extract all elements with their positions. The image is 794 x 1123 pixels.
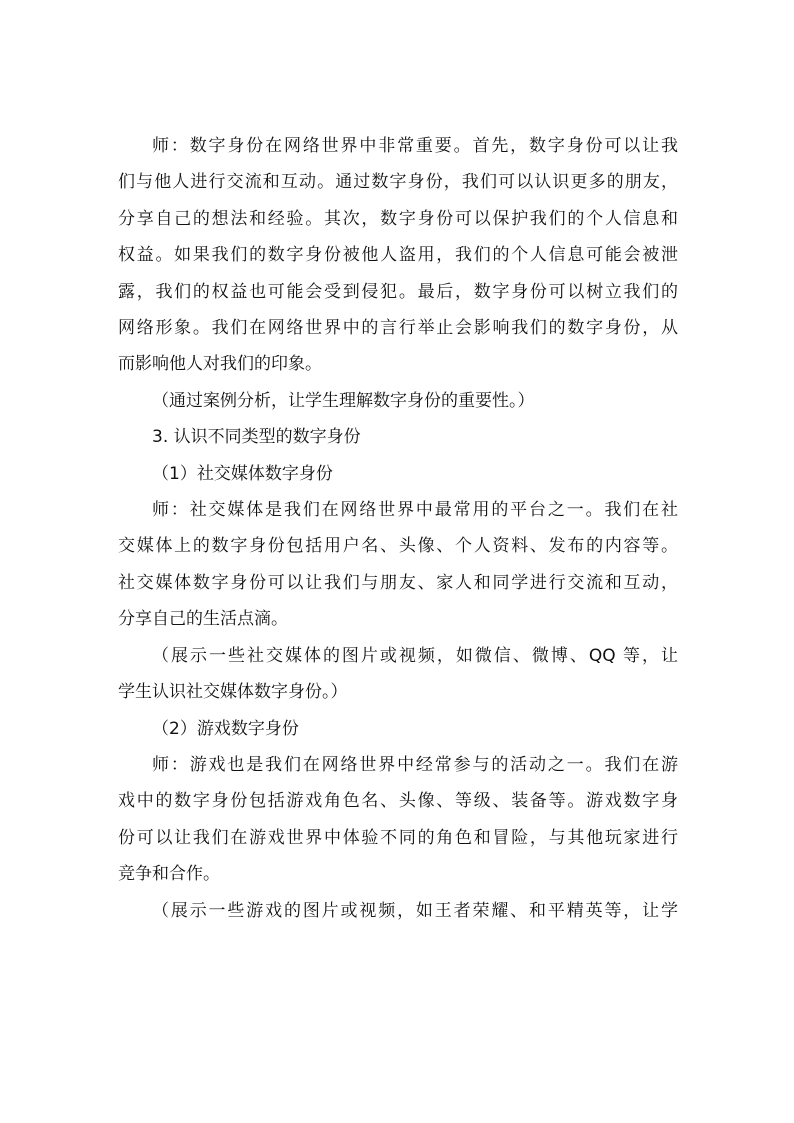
text-line: 分享自己的想法和经验。其次，数字身份可以保护我们的个人信息和 [118, 208, 678, 229]
text-line: 学生认识社交媒体数字身份。） [118, 682, 348, 703]
text-line: 师：数字身份在网络世界中非常重要。首先，数字身份可以让我 [152, 136, 678, 156]
text-line: 交媒体上的数字身份包括用户名、头像、个人资料、发布的内容等。 [118, 536, 678, 557]
text-line: 师：社交媒体是我们在网络世界中最常用的平台之一。我们在社 [152, 500, 678, 521]
text-line: 师：游戏也是我们在网络世界中经常参与的活动之一。我们在游 [152, 754, 678, 775]
text-line: （1）社交媒体数字身份 [152, 463, 333, 484]
text-line: 们与他人进行交流和互动。通过数字身份，我们可以认识更多的朋友， [118, 172, 678, 193]
paragraph-social-media [118, 492, 678, 638]
text-line: 露，我们的权益也可能会受到侵犯。最后，数字身份可以树立我们的 [118, 281, 678, 302]
paragraph-importance [118, 128, 678, 383]
text-line: （通过案例分析，让学生理解数字身份的重要性。） [152, 390, 535, 411]
text-line: 分享自己的生活点滴。 [118, 609, 288, 630]
text-line: 权益。如果我们的数字身份被他人盗用，我们的个人信息可能会被泄 [118, 245, 678, 266]
paragraph-case-analysis-note [118, 383, 678, 419]
text-line: 竞争和合作。 [118, 864, 220, 885]
text-line: 社交媒体数字身份可以让我们与朋友、家人和同学进行交流和互动， [118, 572, 678, 593]
text-line: （展示一些社交媒体的图片或视频，如微信、微博、QQ 等，让 [152, 645, 678, 666]
text-line: （2）游戏数字身份 [152, 718, 299, 739]
subheading-game [118, 711, 678, 747]
text-line: 份可以让我们在游戏世界中体验不同的角色和冒险，与其他玩家进行 [118, 827, 678, 848]
paragraph-social-media-note [118, 638, 678, 711]
text-line: 3. 认识不同类型的数字身份 [152, 427, 361, 448]
paragraph-game-note [118, 893, 678, 929]
subheading-social-media [118, 456, 678, 492]
paragraph-game [118, 747, 678, 893]
document-body [118, 128, 678, 929]
text-line: 而影响他人对我们的印象。 [118, 354, 322, 375]
text-line: 网络形象。我们在网络世界中的言行举止会影响我们的数字身份，从 [118, 318, 678, 339]
text-line: （展示一些游戏的图片或视频，如王者荣耀、和平精英等，让学 [152, 900, 678, 921]
heading-types-of-digital-identity [118, 419, 678, 455]
text-line: 戏中的数字身份包括游戏角色名、头像、等级、装备等。游戏数字身 [118, 791, 678, 812]
